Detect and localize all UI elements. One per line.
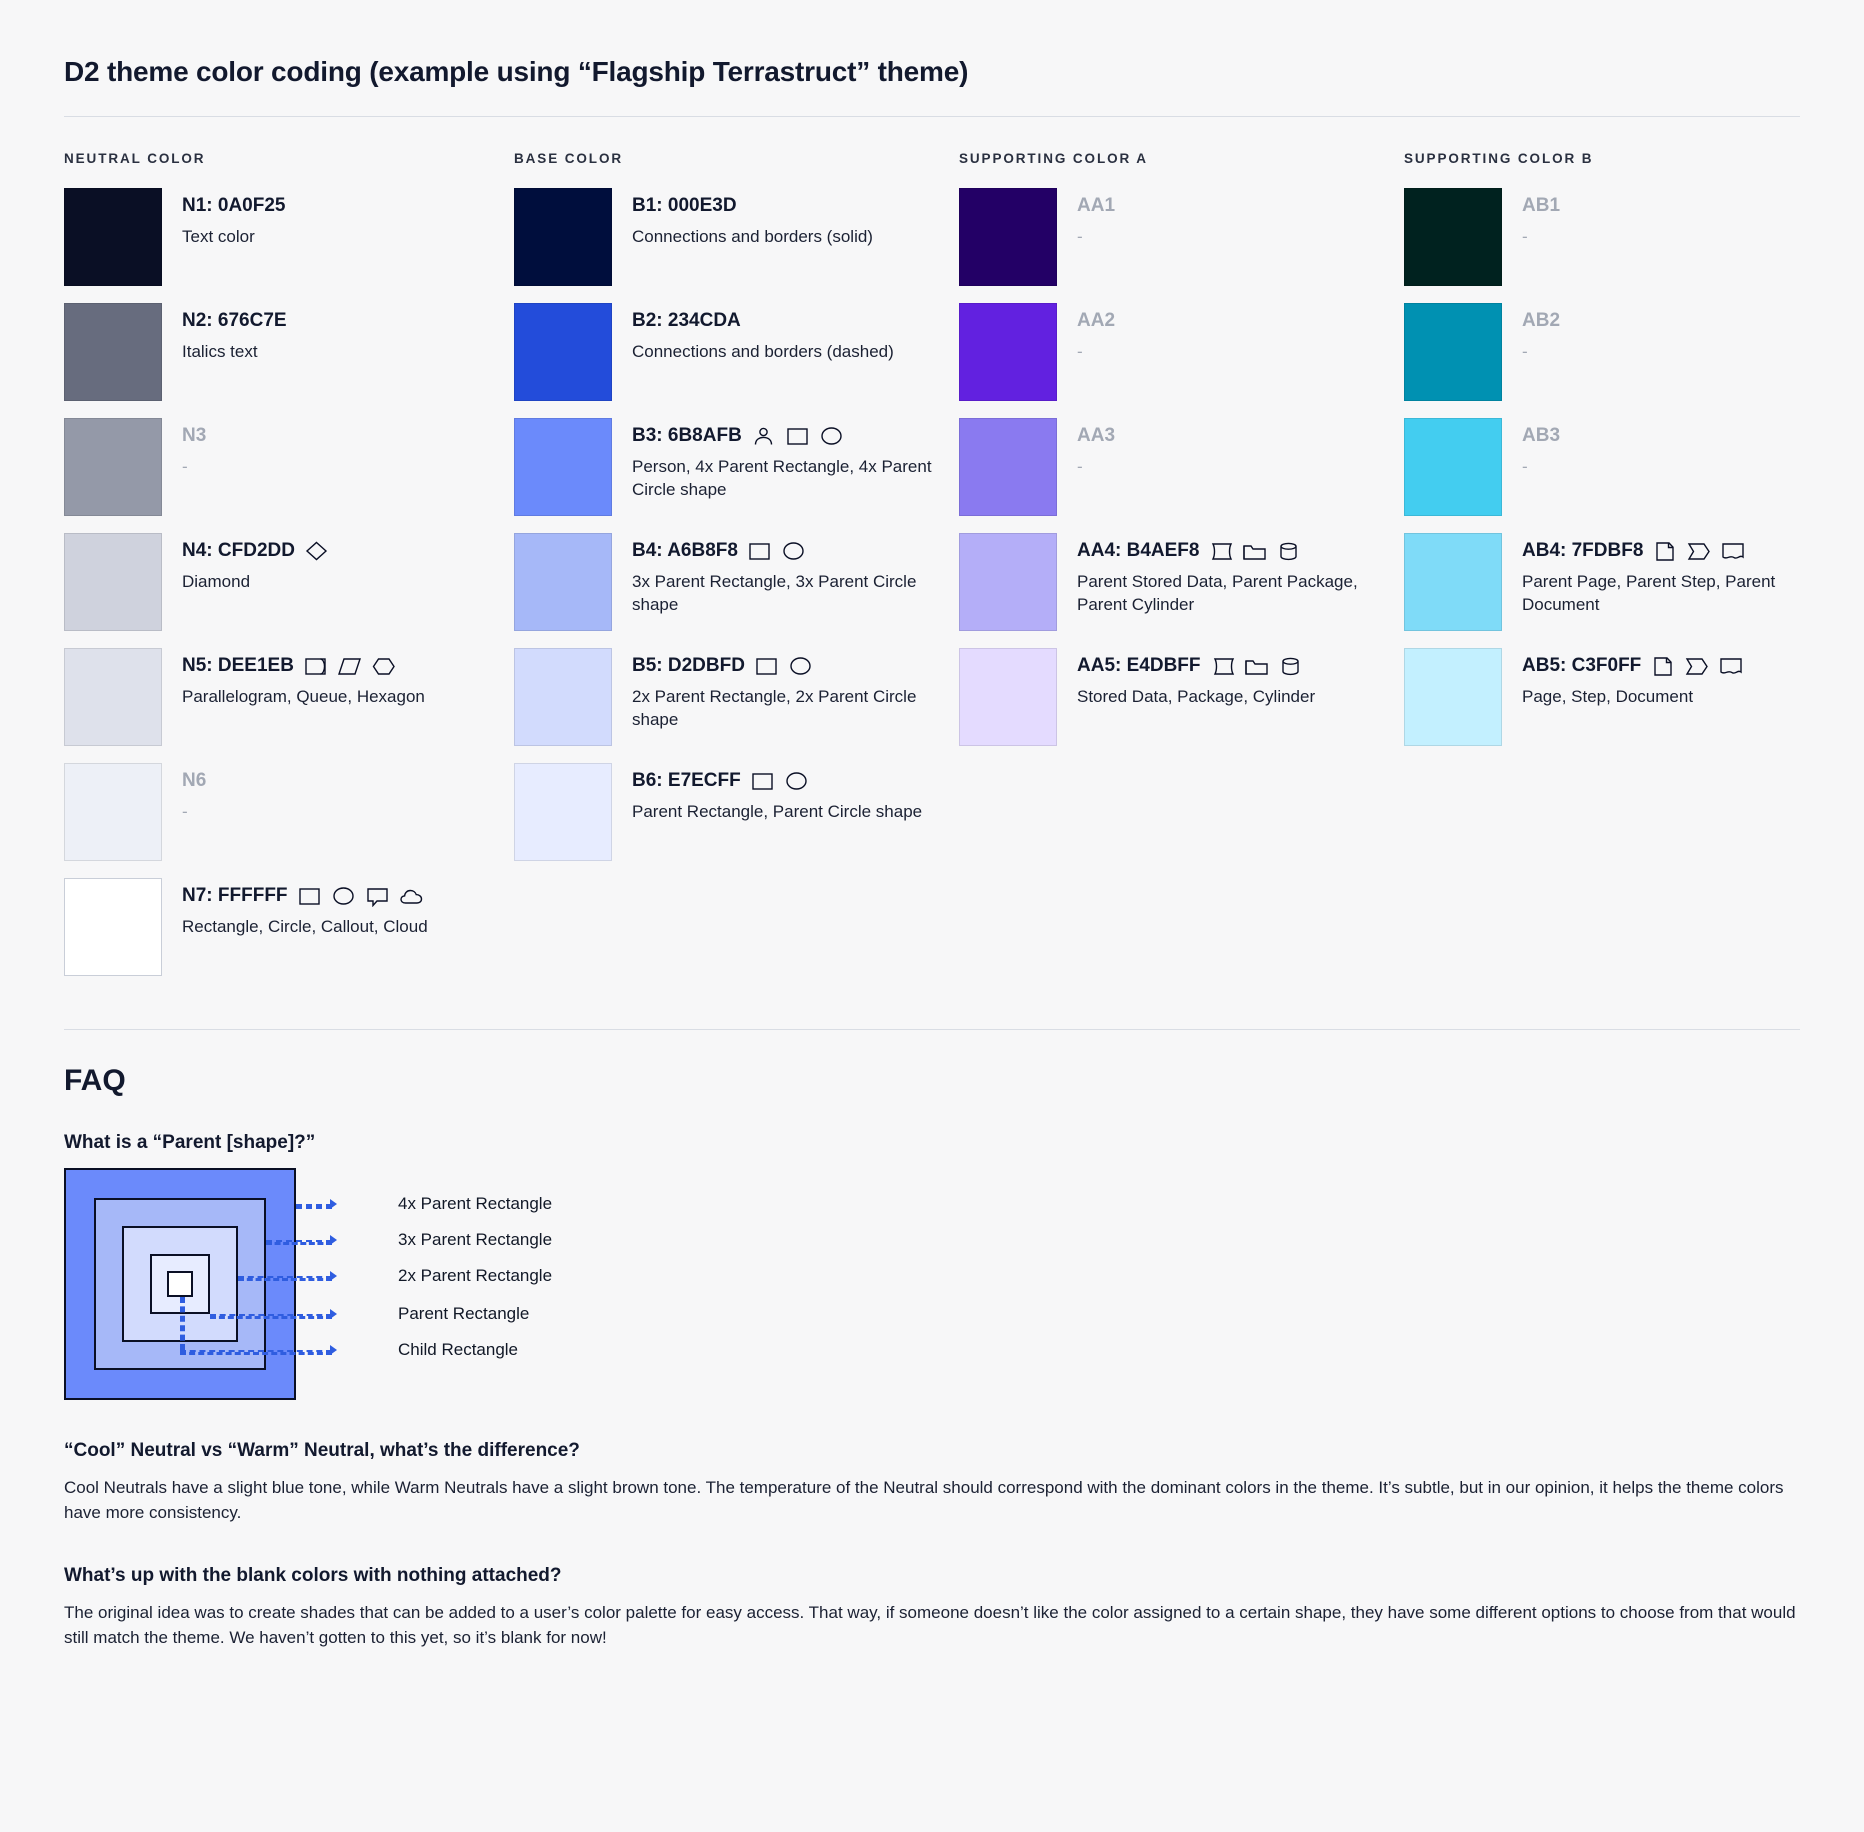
color-row-text [162,878,428,938]
color-row [514,303,959,401]
faq-divider [64,1029,1800,1030]
color-name-label: AB4: 7FDBF8 [1522,540,1644,561]
package-icon [1242,540,1268,562]
faq-answer-2: Cool Neutrals have a slight blue tone, while Warm Neutrals have a slight brown tone. The temperature of the Neutral should correspond with the dominant colors in the theme. It’s subtle, but in our opinion, it helps the theme colors have more consistency. [64,1478,1784,1522]
step-icon [1686,540,1712,562]
color-description: Connections and borders (dashed) [632,341,894,361]
color-column-4 [1404,151,1824,993]
color-name-label: AB3 [1522,425,1561,446]
color-swatch [514,418,612,516]
package-icon [1244,655,1270,677]
color-description: Stored Data, Package, Cylinder [1077,686,1316,706]
color-name-label: AB2 [1522,310,1561,331]
color-row-text [162,303,287,363]
color-column-2 [514,151,959,993]
legend-4x: 4x Parent Rectangle [398,1194,553,1213]
color-description: Parent Rectangle, Parent Circle shape [632,801,923,821]
column-heading: NEUTRAL COLOR [64,151,206,166]
shape-icon-group [754,655,814,677]
color-name-label: AB5: C3F0FF [1522,655,1642,676]
shape-icon-group [751,425,845,447]
color-name [1522,539,1822,563]
column-heading: BASE COLOR [514,151,624,166]
column-heading: SUPPORTING COLOR A [959,151,1148,166]
color-name-label: N1: 0A0F25 [182,195,286,216]
document-icon [1718,655,1744,677]
shape-icon-group [304,540,330,562]
color-swatch [959,533,1057,631]
rectangle-icon [750,770,776,792]
color-swatch [64,188,162,286]
column-heading: SUPPORTING COLOR B [1404,151,1594,166]
arrowhead-2x [330,1271,337,1281]
faq-heading: FAQ [64,1064,126,1097]
color-swatch [514,188,612,286]
parallelogram-icon [337,655,363,677]
color-swatch [514,763,612,861]
legend-1x: Parent Rectangle [398,1304,530,1323]
color-description: - [1077,341,1083,361]
arrowhead-child [330,1345,337,1355]
color-name-label: B2: 234CDA [632,310,741,331]
color-row-text [1057,533,1377,617]
color-name-label: N5: DEE1EB [182,655,294,676]
arrowhead-4x [330,1199,337,1209]
color-row [64,533,514,631]
shape-icon-group [1210,655,1304,677]
color-name [1522,424,1560,448]
shape-icon-group [1652,540,1746,562]
color-description: Parent Page, Parent Step, Parent Document [1522,571,1776,615]
color-row-text [1502,533,1822,617]
color-row [959,533,1404,631]
color-description: Person, 4x Parent Rectangle, 4x Parent Circle shape [632,456,932,500]
color-name-label: B5: D2DBFD [632,655,745,676]
color-description: - [1077,456,1083,476]
color-name [632,194,873,218]
color-description: Page, Step, Document [1522,686,1694,706]
shape-icon-group [747,540,807,562]
circle-icon [788,655,814,677]
color-swatch [64,533,162,631]
faq-question-1: What is a “Parent [shape]?” [64,1132,316,1153]
color-name [182,884,428,908]
color-name [632,539,932,563]
color-description: 3x Parent Rectangle, 3x Parent Circle shape [632,571,917,615]
color-row [1404,188,1824,286]
color-name [632,424,932,448]
color-description: - [1522,341,1528,361]
color-row-text [612,418,932,502]
color-swatch [959,648,1057,746]
color-row-text [612,303,894,363]
color-row [64,303,514,401]
color-swatch [514,533,612,631]
page-icon [1652,540,1678,562]
color-row-text [1057,418,1115,478]
color-row-text [162,533,330,593]
color-name [1522,194,1560,218]
color-name-label: B1: 000E3D [632,195,737,216]
color-description: Italics text [182,341,258,361]
color-row-text [1057,303,1115,363]
color-name-label: B4: A6B8F8 [632,540,738,561]
color-row [514,533,959,631]
circle-icon [781,540,807,562]
storeddata-icon [1210,655,1236,677]
connector-4x [296,1204,332,1209]
color-name [182,309,287,333]
color-name-label: AA3 [1077,425,1116,446]
color-row [959,418,1404,516]
step-icon [1684,655,1710,677]
color-row [64,188,514,286]
color-column-1 [64,151,514,993]
color-row-text [1502,303,1560,363]
color-name [1522,654,1744,678]
hexagon-icon [371,655,397,677]
color-swatch [64,303,162,401]
callout-icon [365,885,391,907]
color-name [632,309,894,333]
color-description: Text color [182,226,255,246]
color-columns [64,151,1800,993]
legend-2x: 2x Parent Rectangle [398,1266,553,1285]
color-row [514,763,959,861]
color-row [1404,533,1824,631]
color-description: - [182,801,188,821]
color-name-label: AA5: E4DBFF [1077,655,1201,676]
faq-question-2: “Cool” Neutral vs “Warm” Neutral, what’s the difference? [64,1440,580,1461]
color-swatch [1404,418,1502,516]
color-description: - [182,456,188,476]
color-swatch [1404,303,1502,401]
color-name [1077,539,1377,563]
color-row-text [1502,188,1560,248]
title-divider [64,116,1800,117]
color-row [1404,418,1824,516]
color-name [182,424,206,448]
color-row-text [612,763,922,823]
color-name-label: B3: 6B8AFB [632,425,742,446]
color-name-label: AA4: B4AEF8 [1077,540,1200,561]
color-swatch [64,763,162,861]
faq-answer-3: The original idea was to create shades that can be added to a user’s color palette for easy access. That way, if someone doesn’t like the color assigned to a certain shape, they have some different options to choose from that would still match the theme. We haven’t gotten to this yet, so it’s blank for now! [64,1603,1796,1647]
color-swatch [64,418,162,516]
color-name [1077,194,1115,218]
color-name [1077,424,1115,448]
color-swatch [64,878,162,976]
color-name [1077,654,1315,678]
color-swatch [514,303,612,401]
connector-3x [266,1240,332,1245]
storeddata-icon [1208,540,1234,562]
arrowhead-1x [330,1309,337,1319]
color-row-text [1057,188,1115,248]
circle-icon [331,885,357,907]
parent-shape-diagram [64,1168,1800,1400]
color-swatch [959,418,1057,516]
color-description: Connections and borders (solid) [632,226,873,246]
color-row-text [1502,418,1560,478]
connector-child-h [180,1350,332,1355]
color-row [1404,303,1824,401]
color-row [64,878,514,976]
shape-icon-group [1650,655,1744,677]
cylinder-icon [1278,655,1304,677]
color-row [959,303,1404,401]
color-name [182,539,330,563]
color-description: - [1522,456,1528,476]
color-row-text [162,188,286,248]
document-icon [1720,540,1746,562]
color-name [182,654,425,678]
shape-icon-group [303,655,397,677]
color-row [959,188,1404,286]
legend-3x: 3x Parent Rectangle [398,1230,553,1249]
circle-icon [784,770,810,792]
color-name-label: AB1 [1522,195,1561,216]
rectangle-icon [747,540,773,562]
color-row [514,648,959,746]
color-row-text [612,188,873,248]
color-name [1522,309,1560,333]
color-name [632,654,932,678]
rectangle-icon [297,885,323,907]
color-name [632,769,922,793]
color-name-label: N4: CFD2DD [182,540,295,561]
rectangle-icon [785,425,811,447]
circle-icon [819,425,845,447]
color-description: - [1522,226,1528,246]
arrowhead-3x [330,1235,337,1245]
color-name-label: B6: E7ECFF [632,770,741,791]
nest-child [167,1271,193,1297]
color-name-label: AA1 [1077,195,1116,216]
color-row [64,763,514,861]
color-swatch [959,188,1057,286]
color-description: Parallelogram, Queue, Hexagon [182,686,425,706]
color-description: Rectangle, Circle, Callout, Cloud [182,916,428,936]
color-row [514,418,959,516]
color-name [1077,309,1115,333]
color-column-3 [959,151,1404,993]
color-row-text [1502,648,1744,708]
color-swatch [1404,533,1502,631]
color-row-text [162,763,206,823]
color-swatch [514,648,612,746]
cylinder-icon [1276,540,1302,562]
color-swatch [64,648,162,746]
color-name-label: N3 [182,425,207,446]
color-name-label: N2: 676C7E [182,310,287,331]
color-description: Parent Stored Data, Parent Package, Parent Cylinder [1077,571,1358,615]
page-icon [1650,655,1676,677]
faq-question-3: What’s up with the blank colors with nothing attached? [64,1565,562,1587]
page-title: D2 theme color coding (example using “Flagship Terrastruct” theme) [64,56,969,87]
color-row-text [612,648,932,732]
color-name-label: N6 [182,770,207,791]
color-description: - [1077,226,1083,246]
color-row [514,188,959,286]
person-icon [751,425,777,447]
connector-2x [238,1276,332,1281]
connector-child-v [180,1297,185,1350]
color-name-label: N7: FFFFFF [182,885,288,906]
shape-icon-group [750,770,810,792]
color-row [1404,648,1824,746]
color-row [959,648,1404,746]
color-name [182,769,206,793]
color-description: 2x Parent Rectangle, 2x Parent Circle shape [632,686,917,730]
color-swatch [1404,188,1502,286]
color-description: Diamond [182,571,251,591]
diamond-icon [304,540,330,562]
color-row [64,418,514,516]
color-swatch [959,303,1057,401]
color-row-text [612,533,932,617]
cloud-icon [399,885,425,907]
color-name-label: AA2 [1077,310,1116,331]
shape-icon-group [1208,540,1302,562]
color-name [182,194,286,218]
legend-child: Child Rectangle [398,1340,519,1359]
color-swatch [1404,648,1502,746]
connector-1x [210,1314,332,1319]
shape-icon-group [297,885,425,907]
rectangle-icon [754,655,780,677]
color-row-text [162,418,206,478]
color-row [64,648,514,746]
color-row-text [162,648,425,708]
queue-icon [303,655,329,677]
color-row-text [1057,648,1315,708]
